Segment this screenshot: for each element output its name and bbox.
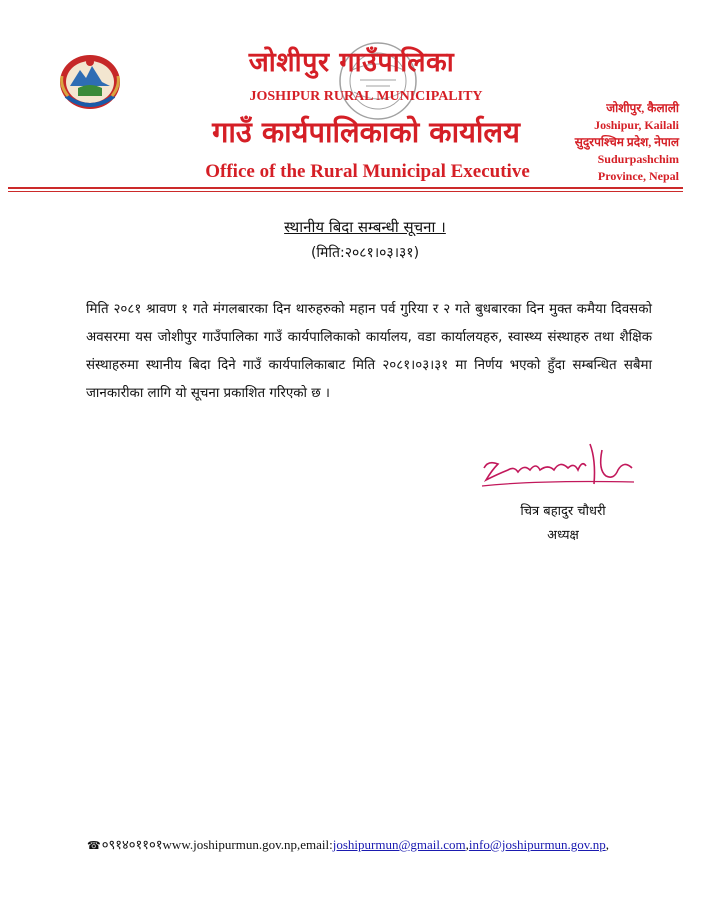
header-divider xyxy=(8,187,683,189)
notice-subject: स्थानीय बिदा सम्बन्धी सूचना । xyxy=(284,218,446,236)
signatory-name: चित्र बहादुर चौधरी xyxy=(520,504,606,519)
handwritten-signature-icon xyxy=(478,440,638,502)
office-name-np: गाउँ कार्यपालिकाको कार्यालय xyxy=(212,115,520,149)
footer-contact xyxy=(87,835,609,853)
footer-separator: , xyxy=(465,837,469,852)
notice-date: (मिति:२०८१।०३।३१) xyxy=(310,245,420,261)
address-np-line-2: सुदुरपश्चिम प्रदेश, नेपाल xyxy=(574,135,679,149)
signatory-title: अध्यक्ष xyxy=(547,528,579,543)
telephone-icon: ☎ xyxy=(87,840,101,852)
office-name-en: Office of the Rural Municipal Executive xyxy=(205,161,530,182)
municipality-name-en: JOSHIPUR RURAL MUNICIPALITY xyxy=(249,89,483,104)
footer-phone: ०९१४०११०१ xyxy=(101,837,163,852)
address-en-line-1: Joshipur, Kailali xyxy=(594,118,679,132)
address-en-line-3: Province, Nepal xyxy=(597,169,679,183)
signatory-block xyxy=(498,500,628,548)
address-np-line-1: जोशीपुर, कैलाली xyxy=(606,101,679,115)
municipality-name-np: जोशीपुर गाउँपालिका xyxy=(248,47,455,78)
footer-email-2[interactable]: info@joshipurmun.gov.np xyxy=(468,837,606,852)
address-en-line-2: Sudurpashchim xyxy=(597,152,679,166)
address-block xyxy=(575,100,679,185)
footer-website[interactable]: www.joshipurmun.gov.np,email: xyxy=(162,837,333,852)
header-divider-thin xyxy=(8,191,683,192)
footer-email-1[interactable]: joshipurmun@gmail.com xyxy=(332,837,466,852)
notice-body: मिति २०८१ श्रावण १ गते मंगलबारका दिन थारुहरुको महान पर्व गुरिया र २ गते बुधबारका दिन मुक्त कमैया दिवसको अवसरमा यस जोशीपुर गाउँपालिका गाउँ कार्यपालिकाको कार्यालय, वडा कार्यालयहरु, स्वास्थ्य संस्थाहरु तथा शैक्षिक संस्थाहरुमा स्थानीय बिदा दिने गाउँ कार्यपालिकाबाट मिति २०८१।०३।३१ मा निर्णय भएको हुँदा सम्बन्धित सबैमा जानकारीका लागि यो सूचना प्रकाशित गरिएको छ । xyxy=(86,302,652,401)
footer-suffix: , xyxy=(605,837,609,852)
